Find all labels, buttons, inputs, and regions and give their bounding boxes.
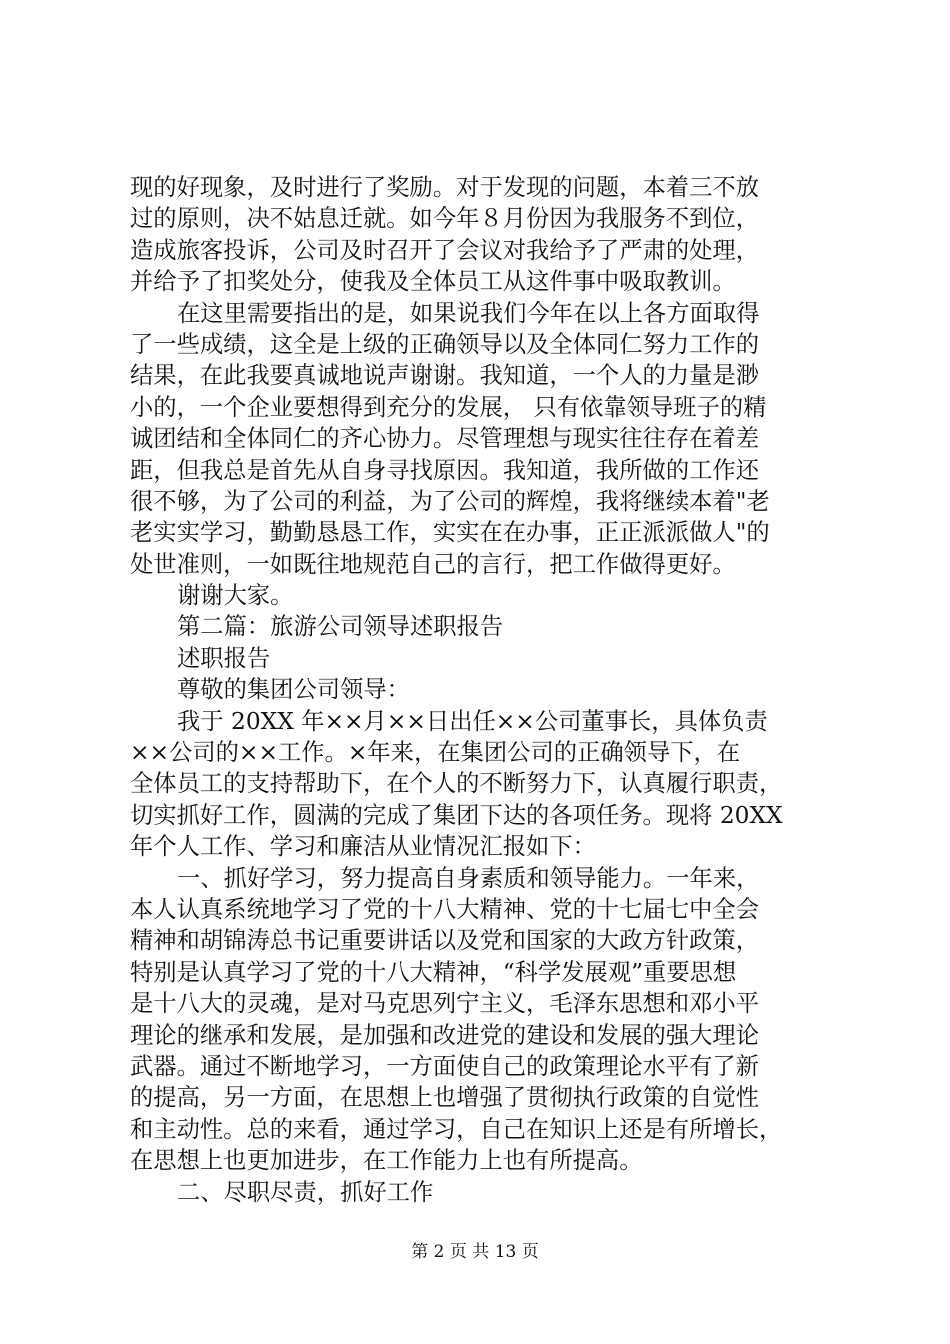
text-line: 很不够，为了公司的利益，为了公司的辉煌，我将继续本着"老 [130, 487, 770, 515]
text-line: 并给予了扣奖处分，使我及全体员工从这件事中吸取教训。 [130, 268, 736, 296]
text-line: 距，但我总是首先从自身寻找原因。我知道，我所做的工作还 [130, 456, 760, 484]
text-line: 二、尽职尽责，抓好工作 [177, 1178, 434, 1206]
text-line: 是十八大的灵魂，是对马克思列宁主义，毛泽东思想和邓小平 [130, 990, 760, 1018]
text-line: 在思想上也更加进步，在工作能力上也有所提高。 [130, 1147, 643, 1175]
text-line: 我于 20XX 年××月××日出任××公司董事长，具体负责 [177, 707, 768, 735]
text-line: 第二篇：旅游公司领导述职报告 [177, 613, 504, 641]
text-line: 小的，一个企业要想得到充分的发展， 只有依靠领导班子的精 [130, 393, 767, 421]
text-line: 精神和胡锦涛总书记重要讲话以及党和国家的大政方针政策， [130, 927, 760, 955]
text-line: ××公司的××工作。×年来，在集团公司的正确领导下，在 [130, 739, 741, 767]
text-line: 过的原则，决不姑息迁就。如今年８月份因为我服务不到位， [130, 205, 760, 233]
text-line: 本人认真系统地学习了党的十八大精神、党的十七届七中全会 [130, 895, 760, 923]
text-line: 述职报告 [177, 644, 271, 672]
text-line: 谢谢大家。 [177, 582, 294, 610]
text-line: 结果，在此我要真诚地说声谢谢。我知道，一个人的力量是渺 [130, 362, 760, 390]
text-line: 年个人工作、学习和廉洁从业情况汇报如下： [130, 833, 596, 861]
text-line: 武器。通过不断地学习，一方面使自己的政策理论水平有了新 [130, 1052, 760, 1080]
text-line: 现的好现象，及时进行了奖励。对于发现的问题，本着三不放 [130, 174, 760, 201]
text-line: 了一些成绩，这全是上级的正确领导以及全体同仁努力工作的 [130, 330, 760, 358]
text-line: 在这里需要指出的是，如果说我们今年在以上各方面取得 [177, 299, 760, 327]
document-body [130, 172, 830, 1208]
text-line: 切实抓好工作，圆满的完成了集团下达的各项任务。现将 20XX [130, 801, 783, 829]
text-line: 一、抓好学习，努力提高自身素质和领导能力。一年来， [177, 864, 760, 892]
text-line: 和主动性。总的来看，通过学习，自己在知识上还是有所增长， [130, 1115, 783, 1143]
text-line: 诚团结和全体同仁的齐心协力。尽管理想与现实往往存在着差 [130, 425, 760, 453]
text-line: 全体员工的支持帮助下，在个人的不断努力下，认真履行职责， [130, 770, 783, 798]
page-footer: 第 2 页 共 13 页 [411, 1242, 539, 1262]
text-line: 尊敬的集团公司领导： [177, 676, 410, 704]
text-line: 理论的继承和发展，是加强和改进党的建设和发展的强大理论 [130, 1021, 760, 1049]
text-line: 的提高，另一方面，在思想上也增强了贯彻执行政策的自觉性 [130, 1084, 760, 1112]
text-line: 处世准则，一如既往地规范自己的言行，把工作做得更好。 [130, 550, 736, 578]
text-line: 老实实学习，勤勤恳恳工作，实实在在办事，正正派派做人"的 [130, 519, 770, 547]
text-line: 特别是认真学习了党的十八大精神，“科学发展观”重要思想 [130, 958, 737, 986]
text-line: 造成旅客投诉，公司及时召开了会议对我给予了严肃的处理， [130, 236, 760, 264]
